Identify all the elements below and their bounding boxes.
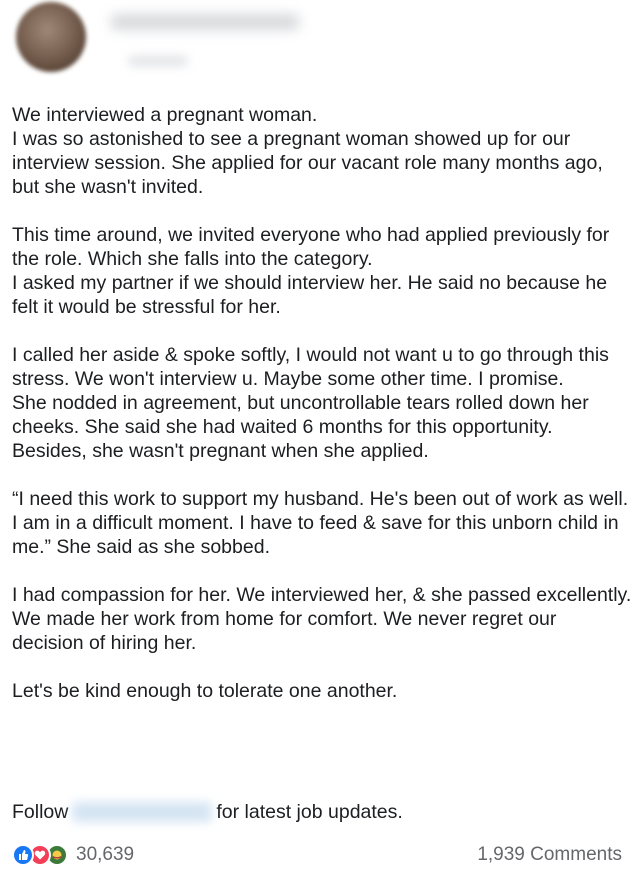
reactions-summary[interactable] <box>12 842 134 868</box>
follow-line <box>12 800 403 824</box>
post-paragraph: I had compassion for her. We interviewed her, & she passed excellently. We made her work from home for comfort. We never regret our decision of hiring her. <box>12 584 632 654</box>
avatar[interactable] <box>16 2 86 72</box>
follow-suffix: for latest job updates. <box>216 801 403 823</box>
like-icon <box>12 844 34 866</box>
post-paragraph: “I need this work to support my husband. He's been out of work as well. I am in a difficult moment. I have to feed & save for this unborn child in me.” She said as she sobbed. <box>12 488 629 558</box>
post-header <box>0 0 640 92</box>
post-footer <box>12 842 622 868</box>
page-link-redacted[interactable] <box>72 802 212 822</box>
post-paragraph: We interviewed a pregnant woman. I was so astonished to see a pregnant woman showed up for our interview session. She applied for our vacant role many months ago, but she wasn't invited. <box>12 104 603 198</box>
post-body <box>12 103 632 727</box>
post-paragraph: I called her aside & spoke softly, I would not want u to go through this stress. We won't interview u. Maybe some other time. I promise. She nodded in agreement, but uncontrollable tears rolled down her cheeks. She said she had waited 6 months for this opportunity. Besides, she wasn't pregnant when she applied. <box>12 344 609 462</box>
post-paragraph: This time around, we invited everyone who had applied previously for the role. Which she falls into the category. I asked my partner if we should interview her. He said no because he felt it would be stressful for her. <box>12 224 610 318</box>
follow-prefix: Follow <box>12 801 69 823</box>
author-name-redacted[interactable] <box>110 14 300 30</box>
reaction-count: 30,639 <box>76 844 135 865</box>
post-paragraph: Let's be kind enough to tolerate one another. <box>12 680 398 702</box>
comments-count[interactable]: 1,939 Comments <box>477 844 622 865</box>
post-meta-redacted <box>128 56 188 66</box>
